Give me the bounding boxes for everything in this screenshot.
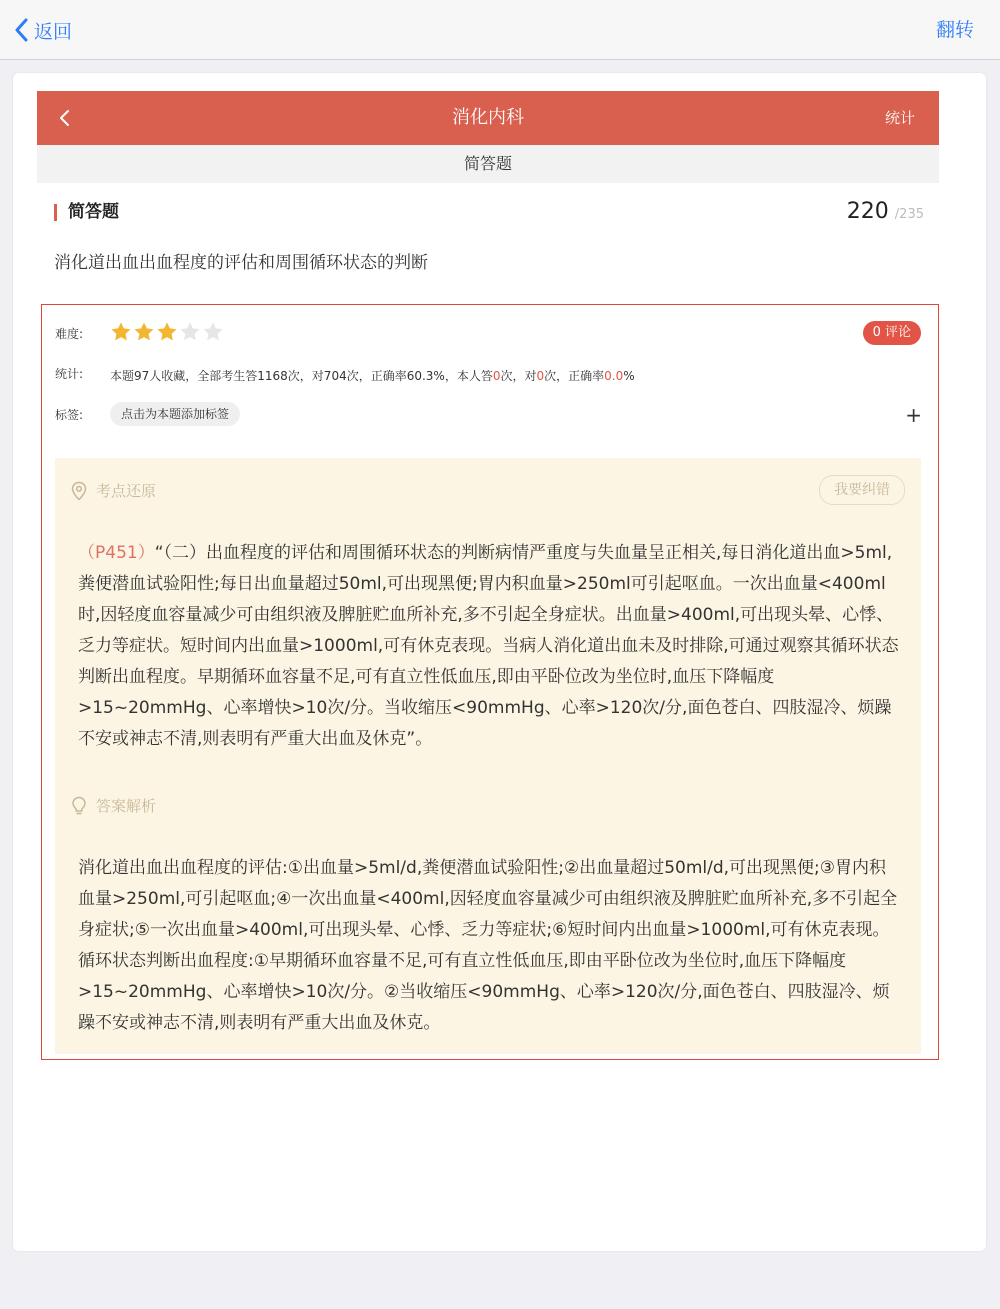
knowledge-text bbox=[78, 538, 902, 755]
knowledge-body: “（二）出血程度的评估和周围循环状态的判断病情严重度与失血量呈正相关,每日消化道出血>5ml,粪便潜血试验阳性;每日出血量超过50ml,可出现黑便;胃内积血量>250ml可引起呕血。一次出血量<400ml时,因轻度血容量减少可由组织液及脾脏贮血所补充,多不引起全身症状。出血量>400ml,可出现头晕、心悸、乏力等症状。短时间内出血量>1000ml,可有休克表现。当病人消化道出血未及时排除,可通过观察其循环状态判断出血程度。早期循环血容量不足,可有直立性低血压,即由平卧位改为坐位时,血压下降幅度>15~20mmHg、心率增快>10次/分。当收缩压<90mmHg、心率>120次/分,面色苍白、四肢湿冷、烦躁不安或神志不清,则表明有严重大出血及休克”。 bbox=[78, 543, 899, 749]
section-marker bbox=[54, 204, 57, 221]
comments-button[interactable]: 0 评论 bbox=[863, 321, 921, 345]
analysis-text: 消化道出血出血程度的评估:①出血量>5ml/d,粪便潜血试验阳性;②出血量超过50ml/d,可出现黑便;③胃内积血量>250ml,可引起呕血;④一次出血量<400ml,因轻度血容量减少可由组织液及脾脏贮血所补充,多不引起全身症状;⑤一次出血量>400ml,可出现头晕、心悸、乏力等症状;⑥短时间内出血量>1000ml,可有休克表现。循环状态判断出血程度:①早期循环血容量不足,可有直立性低血压,即由平卧位改为坐位时,血压下降幅度>15~20mmHg、心率增快>10次/分。②当收缩压<90mmHg、心率>120次/分,面色苍白、四肢湿冷、烦躁不安或神志不清,则表明有严重大出血及休克。 bbox=[78, 858, 898, 1033]
knowledge-title: 考点还原 bbox=[96, 482, 157, 500]
tags-label: 标签: bbox=[55, 408, 84, 422]
difficulty-rating bbox=[110, 321, 225, 343]
back-button[interactable] bbox=[14, 14, 72, 46]
answer-statistics bbox=[110, 367, 635, 384]
app-header bbox=[37, 91, 939, 145]
question-text: 消化道出血出血程度的评估和周围循环状态的判断 bbox=[54, 253, 428, 273]
explanation-panel bbox=[55, 458, 921, 1054]
stats-label: 统计: bbox=[55, 367, 84, 381]
knowledge-header bbox=[70, 480, 156, 501]
stats-text-part: 本题97人收藏，全部考生答1168次，对704次，正确率60.3%，本人答 bbox=[110, 369, 493, 383]
answer-detail-panel bbox=[41, 304, 939, 1060]
star-icon bbox=[133, 321, 155, 343]
report-error-button[interactable]: 我要纠错 bbox=[819, 475, 905, 505]
ios-navigation-bar bbox=[0, 0, 1000, 60]
location-pin-icon bbox=[70, 481, 88, 501]
page-reference: （P451） bbox=[78, 543, 155, 563]
stats-button[interactable]: 统计 bbox=[884, 109, 915, 127]
my-correct-rate: 0.0 bbox=[604, 369, 624, 383]
star-empty-icon bbox=[179, 321, 201, 343]
back-label: 返回 bbox=[34, 20, 73, 43]
page-title: 消化内科 bbox=[452, 107, 524, 128]
add-tag-button[interactable]: 点击为本题添加标签 bbox=[110, 402, 240, 426]
section-header bbox=[54, 196, 924, 228]
star-empty-icon bbox=[202, 321, 224, 343]
star-icon bbox=[110, 321, 132, 343]
total-questions: /235 bbox=[894, 207, 924, 222]
question-type-bar: 简答题 bbox=[37, 145, 939, 183]
difficulty-label: 难度: bbox=[55, 327, 84, 341]
my-answer-count: 0 bbox=[492, 369, 501, 383]
analysis-title: 答案解析 bbox=[96, 797, 157, 815]
stats-text-part: 次，对 bbox=[500, 369, 537, 383]
current-question-number: 220 bbox=[846, 199, 889, 224]
plus-icon[interactable]: + bbox=[905, 403, 922, 427]
star-icon bbox=[156, 321, 178, 343]
chevron-left-icon bbox=[14, 18, 28, 42]
flip-button[interactable]: 翻转 bbox=[935, 19, 974, 41]
analysis-header bbox=[70, 795, 156, 816]
stats-text-part: 次，正确率 bbox=[544, 369, 605, 383]
lightbulb-icon bbox=[70, 796, 88, 816]
my-correct-count: 0 bbox=[536, 369, 545, 383]
stats-text-part: % bbox=[623, 369, 635, 383]
section-title: 简答题 bbox=[68, 202, 119, 222]
question-counter bbox=[847, 196, 924, 231]
